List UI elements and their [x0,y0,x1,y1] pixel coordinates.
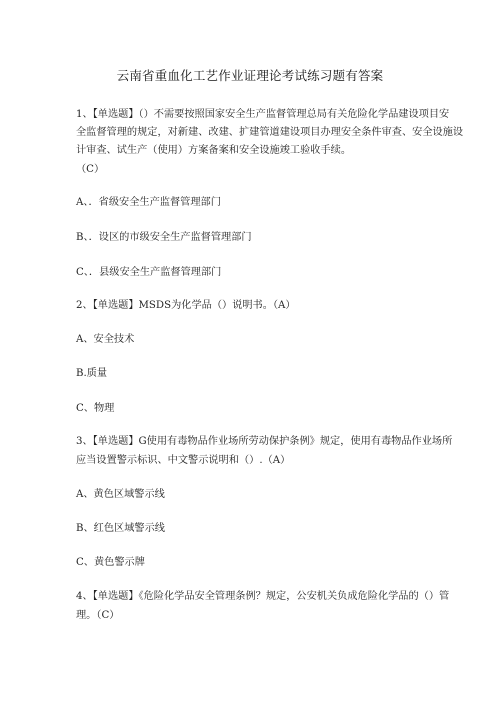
question-1-option-b: B、．设区的市级安全生产监督管理部门 [76,232,252,243]
question-3-option-b: B、红色区域警示线 [76,523,165,534]
question-3-line-2: 应当设置警示标识、中文警示说明和（）.（A） [76,455,291,466]
question-2-option-b: B.质量 [76,368,108,379]
question-3-option-a: A、黄色区域警示线 [76,489,165,500]
question-1-line-1: 1、【单选题】（）不需要按照国家安全生产监督管理总局有关危险化学品建设项目安 [76,109,450,120]
question-4-line-2: 理。（C） [76,610,120,621]
question-1-line-3: 计审查、试生产（使用）方案备案和安全设施竣工验收手续。 [76,145,352,156]
question-3-line-1: 3、【单选题】G使用有毒物品作业场所劳动保护条例》规定，使用有毒物品作业场所 [76,436,453,447]
question-1-option-c: C、．县级安全生产监督管理部门 [76,267,222,278]
document-title: 云南省重血化工艺作业证理论考试练习题有答案 [116,68,384,83]
question-4-line-1: 4、【单选题】《危险化学品安全管理条例？规定，公安机关负成危险化学品的（）管 [76,591,450,602]
question-3-option-c: C、黄色警示牌 [76,557,145,568]
question-1-line-2: 全监督管理的规定，对新建、改建、扩建管道建设项目办理安全条件审查、安全设施设 [76,127,464,138]
question-2-option-a: A、安全技术 [76,334,135,345]
question-1-answer: （C） [76,164,105,175]
question-2-line-1: 2、【单选题】MSDS为化学品（）说明书。（A） [76,300,296,311]
question-1-option-a: A、．省级安全生产监督管理部门 [76,197,221,208]
question-2-option-c: C、物理 [76,403,115,414]
